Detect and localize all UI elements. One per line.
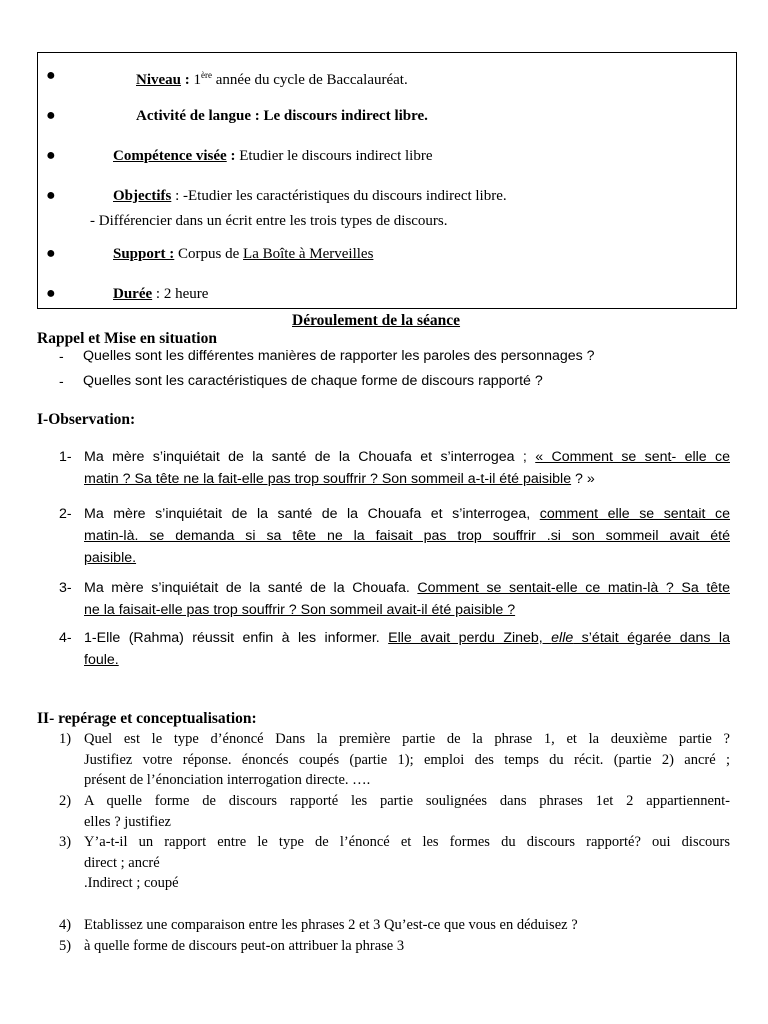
support-label: Support : [113, 246, 175, 262]
bullet-icon: ● [46, 67, 56, 84]
question-number: 1) [59, 731, 72, 747]
duree-label: Durée [113, 286, 153, 302]
dash-marker: - [59, 373, 64, 389]
rappel-question-1: Quelles sont les différentes manières de rapporter les paroles des personnages ? [83, 348, 595, 364]
observation-item-4: 1-Elle (Rahma) réussit enfin à les informer. Elle avait perdu Zineb, elle s’était égarée dans la foule. [84, 630, 730, 668]
rappel-title: Rappel et Mise en situation [37, 330, 217, 347]
competence-line: Compétence visée : Etudier le discours indirect libre [113, 148, 433, 164]
dash-marker: - [59, 348, 64, 364]
question-number: 4) [59, 917, 72, 933]
observation-item-3: Ma mère s’inquiétait de la santé de la Chouafa. Comment se sentait-elle ce matin-là ? Sa tête ne la faisait-elle pas trop souffrir ? Son sommeil avait-il été paisible ? [84, 580, 730, 618]
competence-label: Compétence visée [113, 148, 227, 164]
question-2: A quelle forme de discours rapporté les partie soulignées dans phrases 1et 2 appartiennent- elles ? justifiez [84, 793, 730, 830]
rappel-question-2: Quelles sont les caractéristiques de chaque forme de discours rapporté ? [83, 373, 543, 389]
bullet-icon: ● [46, 107, 56, 124]
observation-item-1: Ma mère s’inquiétait de la santé de la Chouafa et s’interrogea ; « Comment se sent- elle ce matin ? Sa tête ne la fait-elle pas trop souffrir ? Son sommeil a-t-il été paisible ? » [84, 449, 730, 487]
question-3: Y’a-t-il un rapport entre le type de l’énoncé et les formes du discours rapporté? oui discours direct ; ancré .Indirect ; coupé [84, 834, 730, 891]
question-number: 5) [59, 938, 72, 954]
observation-item-number: 2- [59, 506, 72, 522]
objectifs-line: Objectifs : -Etudier les caractéristiques du discours indirect libre. [113, 188, 507, 204]
bullet-icon: ● [46, 245, 56, 262]
objectifs-line-2: - Différencier dans un écrit entre les trois types de discours. [90, 213, 448, 229]
niveau-label: Niveau [136, 72, 181, 88]
question-number: 2) [59, 793, 72, 809]
support-line: Support : Corpus de La Boîte à Merveilles [113, 246, 374, 262]
bullet-icon: ● [46, 147, 56, 164]
activite-line: Activité de langue : Le discours indirect libre. [136, 108, 428, 124]
section-title: Déroulement de la séance [292, 312, 461, 329]
observation-item-2: Ma mère s’inquiétait de la santé de la Chouafa et s’interrogea, comment elle se sentait ce matin-là. se demanda si sa tête ne la faisait pas trop souffrir .si son sommeil avait été paisible. [84, 506, 731, 566]
observation-item-number: 3- [59, 580, 72, 596]
question-5: à quelle forme de discours peut-on attribuer la phrase 3 [84, 938, 405, 954]
question-1: Quel est le type d’énoncé Dans la première partie de la phrase 1, et la deuxième partie ? Justifiez votre réponse. énoncés coupés (partie 1); emploi des temps du récit. (partie 2) ancré ; présent de l’énonciation interrogation directe. …. [84, 731, 730, 788]
objectifs-label: Objectifs [113, 188, 172, 204]
lesson-info-box [37, 52, 737, 309]
bullet-icon: ● [46, 285, 56, 302]
observation-item-number: 1- [59, 449, 72, 465]
duree-line: Durée : 2 heure [113, 286, 209, 302]
bullet-icon: ● [46, 187, 56, 204]
observation-title: I-Observation: [37, 411, 136, 428]
observation-item-number: 4- [59, 630, 72, 646]
question-number: 3) [59, 834, 72, 850]
niveau-line: Niveau : 1ère année du cycle de Baccalauréat. [136, 70, 408, 88]
support-book-title: La Boîte à Merveilles [243, 246, 374, 262]
question-4: Etablissez une comparaison entre les phrases 2 et 3 Qu’est-ce que vous en déduisez ? [84, 917, 578, 933]
conceptualisation-title: II- repérage et conceptualisation: [37, 710, 257, 727]
